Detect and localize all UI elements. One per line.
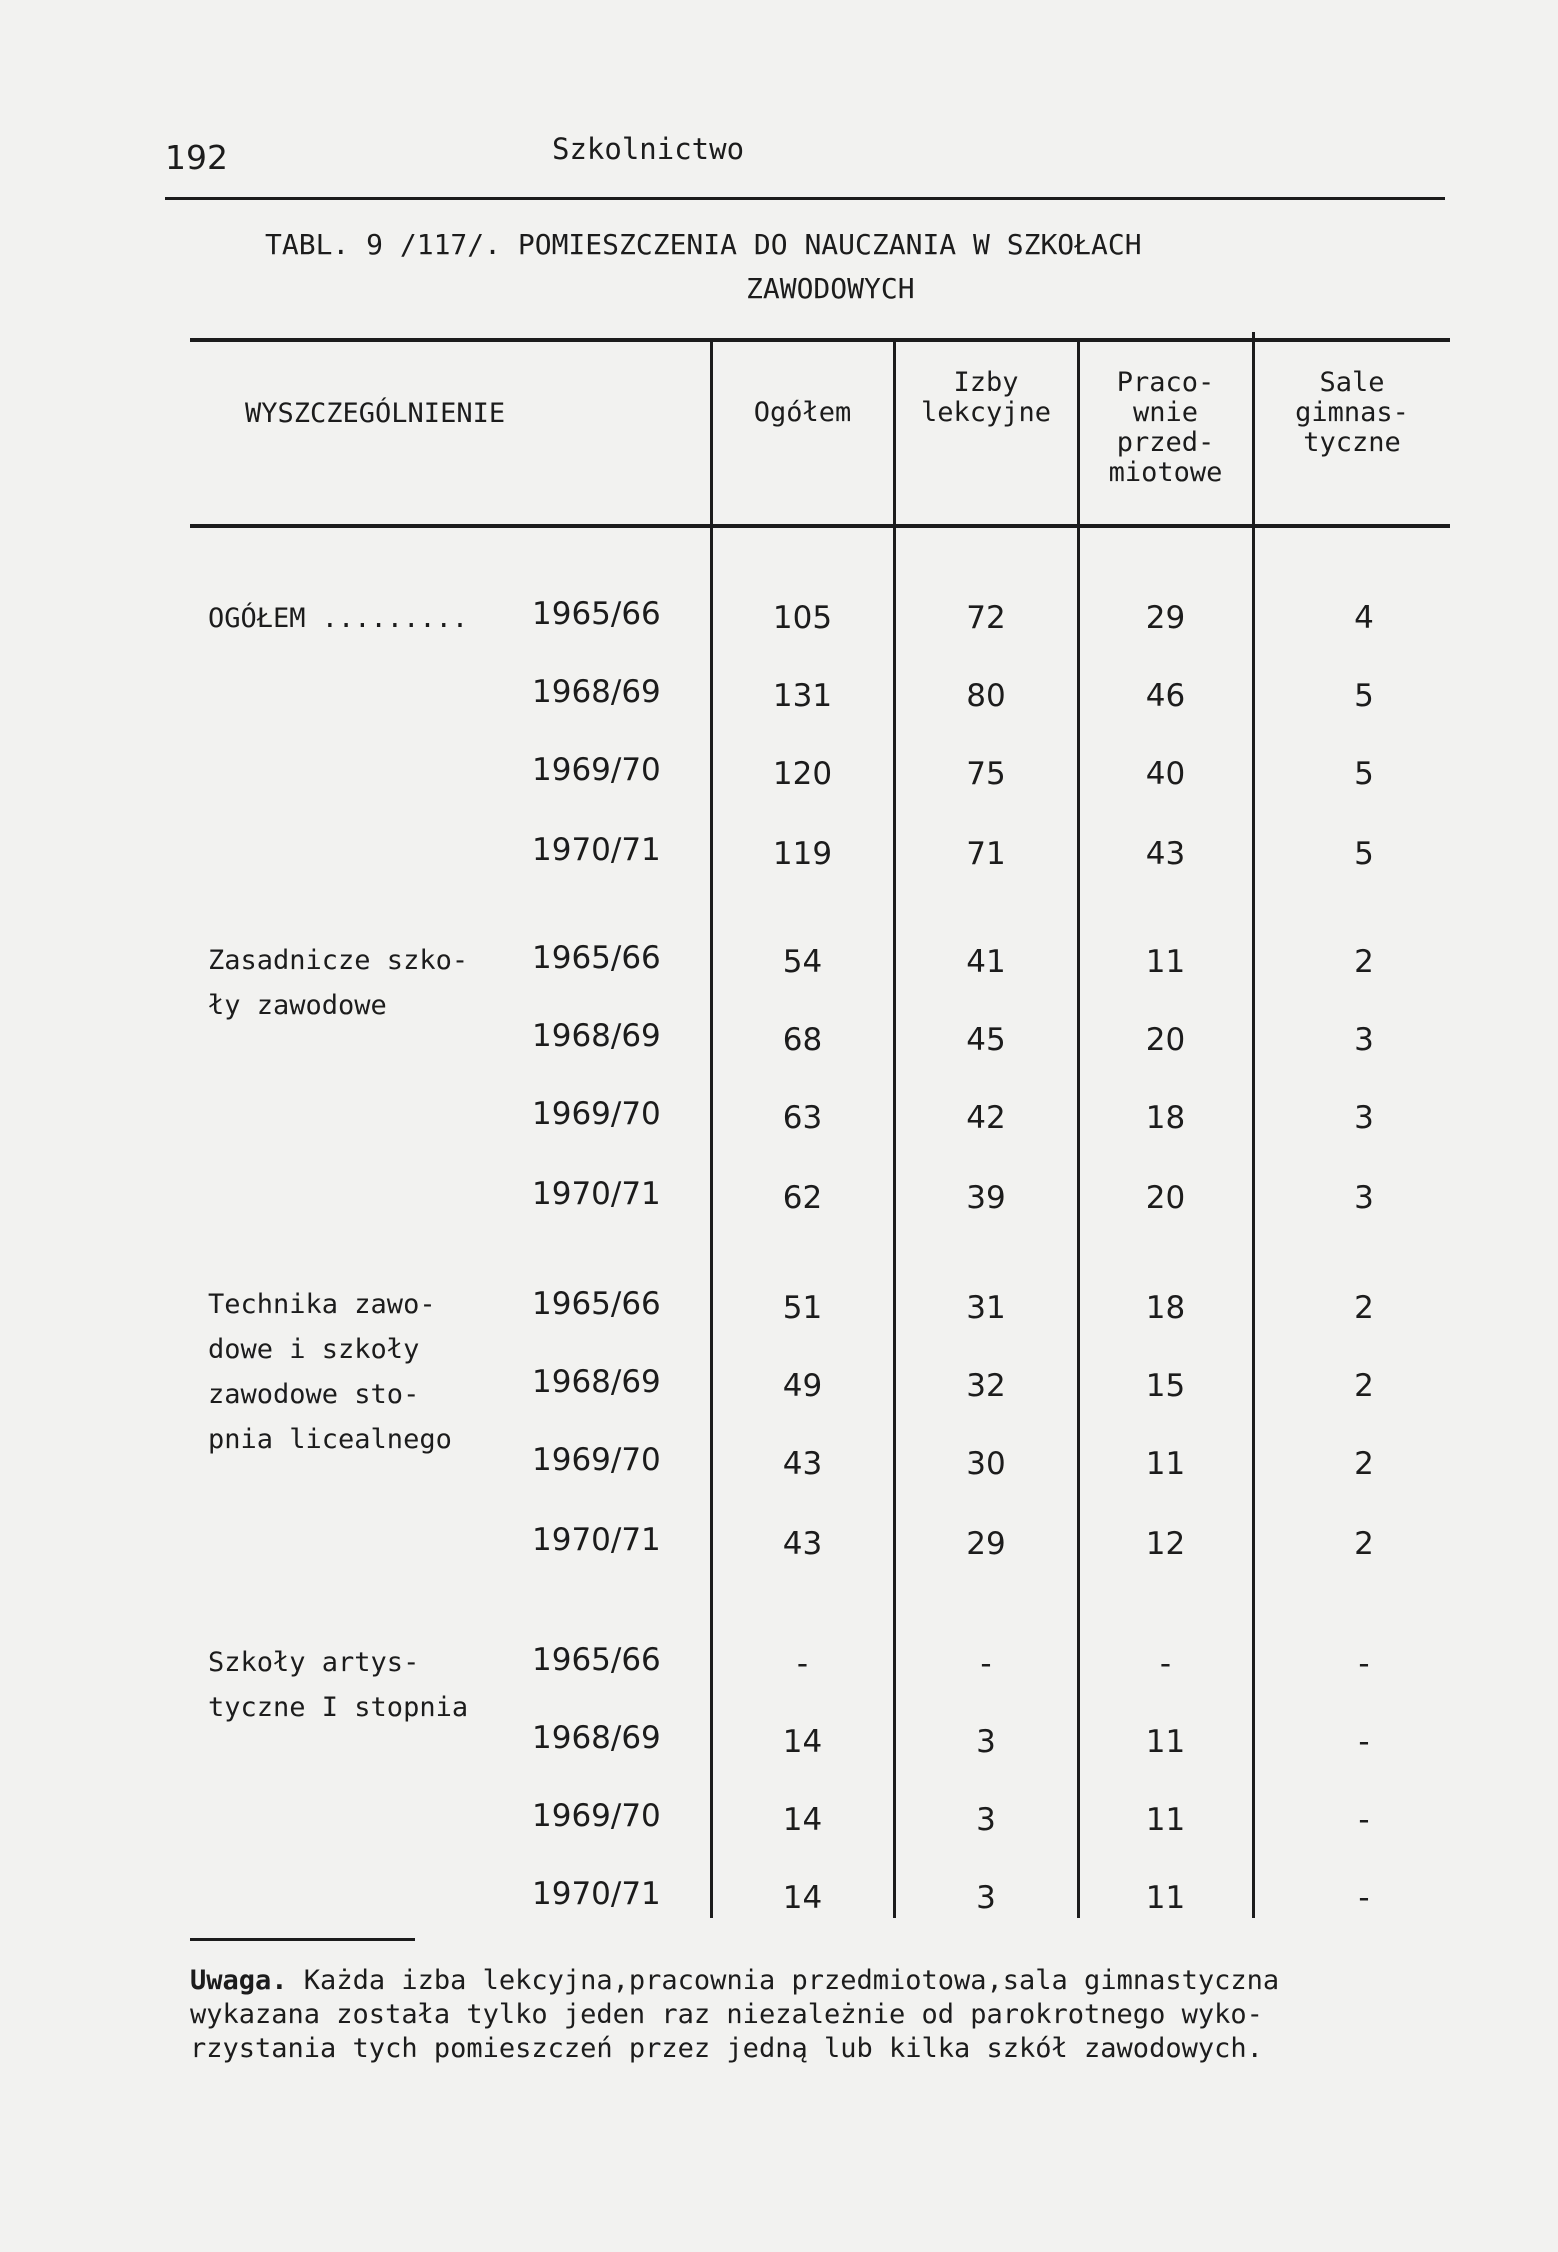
cell-classrooms: 45 <box>966 1022 1006 1058</box>
row-year: 1969/70 <box>532 1096 661 1132</box>
cell-classrooms: - <box>980 1646 992 1682</box>
footnote-rule <box>190 1938 415 1941</box>
footnote <box>190 1964 1279 1998</box>
cell-labs: 20 <box>1145 1180 1186 1216</box>
cell-labs: 15 <box>1145 1368 1186 1404</box>
cell-gyms: 2 <box>1354 1446 1374 1482</box>
row-year: 1965/66 <box>532 1642 661 1678</box>
cell-gyms: 2 <box>1354 1290 1374 1326</box>
cell-classrooms: 42 <box>966 1100 1006 1136</box>
row-year: 1969/70 <box>532 752 661 788</box>
cell-labs: 11 <box>1145 1802 1186 1838</box>
table-top-rule <box>190 338 1450 342</box>
cell-total: 63 <box>782 1100 823 1136</box>
cell-labs: 11 <box>1145 1446 1186 1482</box>
cell-total: 68 <box>782 1022 823 1058</box>
column-header-description: WYSZCZEGÓLNIENIE <box>245 398 506 429</box>
row-year: 1965/66 <box>532 596 661 632</box>
cell-gyms: 5 <box>1354 678 1374 714</box>
cell-gyms: 3 <box>1354 1180 1374 1216</box>
row-year: 1965/66 <box>532 940 661 976</box>
group-label: Szkoły artys- tyczne I stopnia <box>208 1647 469 1723</box>
table-header-rule <box>190 524 1450 528</box>
footnote-text-line1: Każda izba lekcyjna,pracownia przedmiotowa,sala gimnastyczna <box>287 1965 1280 1996</box>
cell-labs: 12 <box>1145 1526 1186 1562</box>
column-header-classrooms: Izby lekcyjne <box>920 367 1052 428</box>
cell-gyms: - <box>1358 1880 1370 1916</box>
cell-labs: 11 <box>1145 1880 1186 1916</box>
table-title-continued: ZAWODOWYCH <box>746 272 915 305</box>
cell-labs: 43 <box>1145 836 1186 872</box>
cell-gyms: 2 <box>1354 944 1374 980</box>
cell-classrooms: 3 <box>976 1724 996 1760</box>
cell-total: 14 <box>782 1802 823 1838</box>
cell-classrooms: 30 <box>966 1446 1006 1482</box>
footnote-text-line3: rzystania tych pomieszczeń przez jedną lub kilka szkół zawodowych. <box>190 2033 1263 2064</box>
cell-labs: 40 <box>1145 756 1186 792</box>
cell-gyms: 3 <box>1354 1100 1374 1136</box>
footnote-label: Uwaga. <box>190 1965 288 1996</box>
row-year: 1965/66 <box>532 1286 661 1322</box>
cell-classrooms: 39 <box>966 1180 1006 1216</box>
cell-total: 51 <box>782 1290 823 1326</box>
cell-classrooms: 3 <box>976 1802 996 1838</box>
column-header-gyms: Sale gimnas- tyczne <box>1295 367 1409 458</box>
cell-total: 120 <box>772 756 833 792</box>
cell-gyms: - <box>1358 1646 1370 1682</box>
row-year: 1968/69 <box>532 1720 661 1756</box>
row-year: 1970/71 <box>532 1522 661 1558</box>
cell-total: 62 <box>782 1180 823 1216</box>
cell-total: 14 <box>782 1724 823 1760</box>
cell-total: 14 <box>782 1880 823 1916</box>
cell-gyms: 2 <box>1354 1526 1374 1562</box>
row-year: 1969/70 <box>532 1798 661 1834</box>
cell-total: 131 <box>772 678 833 714</box>
row-year: 1969/70 <box>532 1442 661 1478</box>
cell-total: 43 <box>782 1526 823 1562</box>
cell-classrooms: 80 <box>966 678 1006 714</box>
cell-classrooms: 41 <box>966 944 1006 980</box>
column-header-labs: Praco- wnie przed- miotowe <box>1108 367 1223 488</box>
cell-labs: 20 <box>1145 1022 1186 1058</box>
page-number: 192 <box>165 138 228 177</box>
cell-gyms: 5 <box>1354 756 1374 792</box>
cell-labs: 11 <box>1145 944 1186 980</box>
header-rule <box>165 197 1445 200</box>
cell-labs: 29 <box>1145 600 1186 636</box>
cell-labs: - <box>1159 1646 1172 1682</box>
group-label: Zasadnicze szko- ły zawodowe <box>208 945 469 1021</box>
running-title: Szkolnictwo <box>552 132 745 166</box>
cell-gyms: - <box>1358 1802 1370 1838</box>
row-year: 1968/69 <box>532 674 661 710</box>
table-title: TABL. 9 /117/. POMIESZCZENIA DO NAUCZANIA W SZKOŁACH <box>265 228 1142 261</box>
column-header-total: Ogółem <box>753 397 852 428</box>
cell-classrooms: 72 <box>966 600 1006 636</box>
group-label: OGÓŁEM ......... <box>208 603 469 634</box>
cell-total: 49 <box>782 1368 823 1404</box>
row-year: 1970/71 <box>532 1876 661 1912</box>
row-year: 1968/69 <box>532 1364 661 1400</box>
cell-classrooms: 3 <box>976 1880 996 1916</box>
cell-total: 105 <box>772 600 833 636</box>
footnote-text-line2: wykazana została tylko jeden raz niezależnie od parokrotnego wyko- <box>190 1999 1263 2030</box>
cell-gyms: 2 <box>1354 1368 1374 1404</box>
group-label: Technika zawo- dowe i szkoły zawodowe sto- pnia licealnego <box>208 1289 452 1455</box>
cell-classrooms: 31 <box>966 1290 1006 1326</box>
cell-labs: 11 <box>1145 1724 1186 1760</box>
cell-classrooms: 29 <box>966 1526 1006 1562</box>
cell-classrooms: 71 <box>966 836 1006 872</box>
cell-total: 54 <box>782 944 823 980</box>
cell-total: - <box>796 1646 809 1682</box>
cell-gyms: 4 <box>1354 600 1374 636</box>
row-year: 1968/69 <box>532 1018 661 1054</box>
cell-gyms: 5 <box>1354 836 1374 872</box>
cell-total: 43 <box>782 1446 823 1482</box>
row-year: 1970/71 <box>532 1176 661 1212</box>
row-year: 1970/71 <box>532 832 661 868</box>
cell-labs: 18 <box>1145 1100 1186 1136</box>
cell-gyms: - <box>1358 1724 1370 1760</box>
cell-classrooms: 75 <box>966 756 1006 792</box>
cell-gyms: 3 <box>1354 1022 1374 1058</box>
cell-classrooms: 32 <box>966 1368 1006 1404</box>
cell-labs: 46 <box>1145 678 1186 714</box>
cell-total: 119 <box>772 836 833 872</box>
cell-labs: 18 <box>1145 1290 1186 1326</box>
